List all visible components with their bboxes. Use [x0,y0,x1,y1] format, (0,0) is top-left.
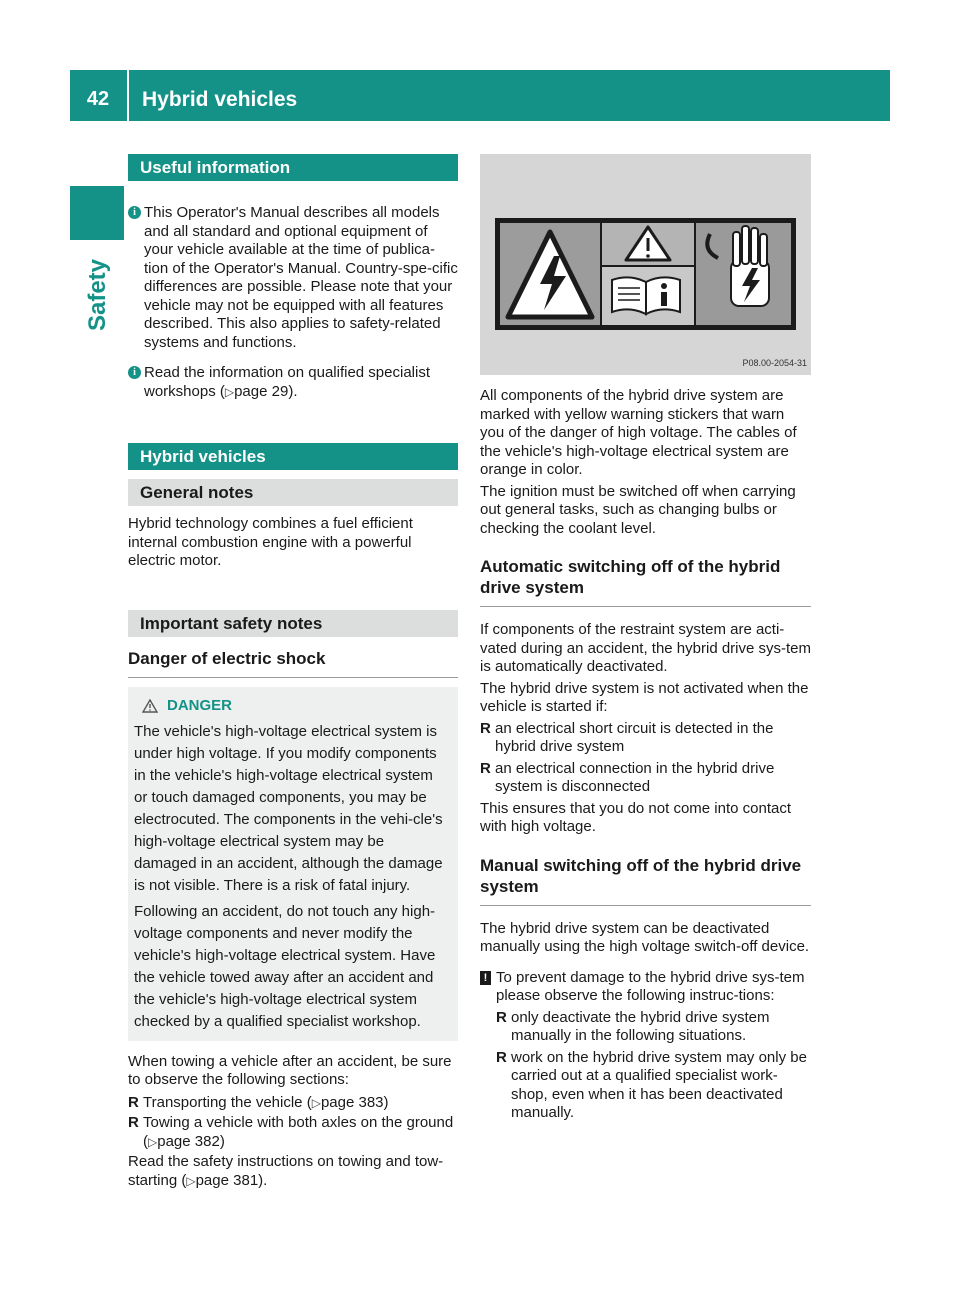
bullet-marker: R [480,719,491,737]
automatic-switch-off-heading: Automatic switching off of the hybrid drive system [480,556,811,607]
page-number: 42 [86,88,110,110]
bullet-marker: R [480,759,491,777]
info-icon: i [128,206,141,219]
list-item: R Towing a vehicle with both axles on the ground (▷page 382) [128,1114,454,1150]
body-text: The hybrid drive system can be deactivated manually using the high voltage switch-off device. [480,919,810,955]
danger-text: The vehicle's high-voltage electrical system is under high voltage. If you modify components in the vehicle's high-voltage electrical system or touch damaged components, you may be electrocuted. The components in the vehi-cle's high-voltage electrical system may be damaged in an accident, although the damage is not visible. There is a risk of fatal injury. [134,722,443,894]
bullet-marker: R [496,1048,507,1066]
general-notes-text: Hybrid technology combines a fuel efficient internal combustion engine with a powerful electric motor. [128,515,413,569]
danger-box [128,687,458,1041]
page-reference-link[interactable]: page 383 [320,1093,384,1111]
body-text: This ensures that you do not come into contact with high voltage. [480,799,792,835]
body-text: If components of the restraint system are acti-vated during an accident, the hybrid drive sys-tem is automatically deactivated. [480,621,812,675]
manual-switch-off-heading: Manual switching off of the hybrid drive system [480,855,811,906]
body-text: The ignition must be switched off when carrying out general tasks, such as changing bulbs or checking the coolant level. [480,482,796,537]
useful-info-heading: Useful information [128,154,458,181]
safety-notes-heading: Important safety notes [128,610,458,637]
bullet-marker: R [128,1093,139,1111]
page-reference-link[interactable]: page 381 [195,1171,259,1189]
page-ref-arrow-icon: ▷ [311,1095,321,1110]
warning-sticker-figure [480,154,811,375]
danger-label: DANGER [167,696,233,714]
general-notes-heading: General notes [128,479,458,506]
info-icon: i [128,366,141,379]
bullet-marker: R [496,1008,507,1026]
info-note-text: This Operator's Manual describes all models and all standard and optional equipment of your vehicle available at the time of publica-tion of the Operator's Manual. Country-spe-cific differences are possible. Please note that your vehicle may not be equipped with all features described. This also applies to safety-related systems and functions. [144,204,458,351]
bullet-marker: R [128,1114,139,1131]
page-ref-arrow-icon: ▷ [186,1173,196,1188]
towing-closing: Read the safety instructions on towing and tow-starting (▷page 381). [128,1153,444,1189]
page-ref-arrow-icon: ▷ [148,1134,158,1149]
section-tab-marker [70,186,124,240]
section-tab [78,255,118,335]
list-item: R work on the hybrid drive system may only be carried out at a qualified specialist work-shop, even when it has been deactivated manually. [496,1048,807,1121]
figure-code: P08.00-2054-31 [742,357,807,368]
page-reference-link[interactable]: page 29 [234,382,289,400]
towing-intro: When towing a vehicle after an accident, be sure to observe the following sections: [128,1052,452,1088]
right-column [480,154,811,1123]
page-reference-link[interactable]: page 382 [157,1132,220,1150]
body-text: All components of the hybrid drive system are marked with yellow warning stickers that warn you of the danger of high voltage. The cables of the vehicle's high-voltage electrical system are orange in color. [480,387,797,478]
chapter-title: Hybrid vehicles [142,88,298,111]
info-note-text: Read the information on qualified specialist workshops (▷page 29). [144,364,431,400]
info-note-workshops [128,364,458,401]
danger-text: Following an accident, do not touch any high-voltage components and never modify the vehicle's high-voltage electrical system. Have the vehicle towed away after an accident and the vehicle's high-voltage electrical system checked by a qualified specialist workshop. [134,902,436,1030]
list-item: R an electrical connection in the hybrid drive system is disconnected [480,759,775,795]
list-item: R Transporting the vehicle (▷page 383) [128,1093,389,1111]
page-ref-arrow-icon: ▷ [224,384,235,399]
left-column [128,154,458,1190]
caution-note [480,969,811,1006]
danger-title [142,695,450,717]
header-separator [127,70,129,121]
section-tab-label: Safety [84,258,111,332]
list-item: R only deactivate the hybrid drive system manually in the following situations. [496,1008,770,1044]
page-header [70,70,890,121]
list-item: R an electrical short circuit is detected in the hybrid drive system [480,719,774,755]
hybrid-vehicles-heading: Hybrid vehicles [128,443,458,470]
exclamation-icon: ! [480,971,491,985]
info-note-models [128,204,458,352]
caution-text: To prevent damage to the hybrid drive sys-tem please observe the following instruc-tions: [496,968,805,1004]
warning-sticker-image [480,154,811,375]
electric-shock-heading: Danger of electric shock [128,648,458,678]
warning-triangle-icon [142,699,158,713]
body-text: The hybrid drive system is not activated when the vehicle is started if: [480,679,809,715]
